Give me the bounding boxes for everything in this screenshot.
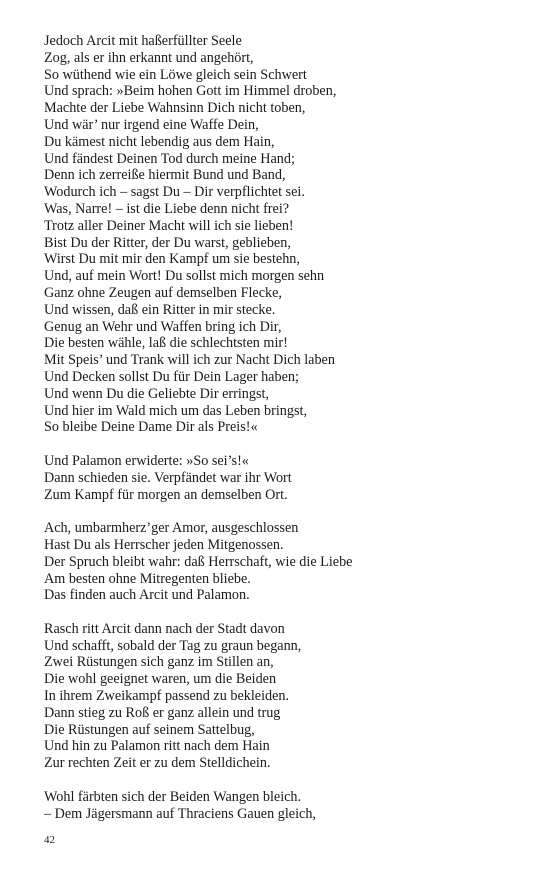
stanza-4 — [44, 621, 514, 772]
verse-line: Dann schieden sie. Verpfändet war ihr Wort — [44, 469, 292, 486]
verse-line: Jedoch Arcit mit haßerfüllter Seele — [44, 33, 242, 49]
verse-line: Hast Du als Herrscher jeden Mitgenossen. — [44, 536, 284, 553]
stanza-3 — [44, 520, 514, 604]
stanza-5 — [44, 789, 514, 823]
verse-line: In ihrem Zweikampf passend zu bekleiden. — [44, 688, 290, 705]
verse-line: Genug an Wehr und Waffen bring ich Dir, — [44, 318, 282, 335]
poem-text — [44, 33, 514, 839]
verse-line: Dann stieg zu Roß er ganz allein und trug — [44, 704, 281, 721]
verse-line: Wohl färbten sich der Beiden Wangen bleich. — [44, 788, 302, 805]
verse-line: Die Rüstungen auf seinem Sattelbug, — [44, 721, 255, 738]
verse-line: Machte der Liebe Wahnsinn Dich nicht toben, — [44, 100, 306, 117]
stanza-2 — [44, 453, 514, 503]
verse-line: Wirst Du mit mir den Kampf um sie bestehn, — [44, 251, 300, 268]
verse-line: – Dem Jägersmann auf Thraciens Gauen gleich, — [44, 805, 316, 822]
verse-line: Die wohl geeignet waren, um die Beiden — [44, 671, 277, 688]
verse-line: Und, auf mein Wort! Du sollst mich morgen sehn — [44, 268, 325, 285]
verse-line: Und hin zu Palamon ritt nach dem Hain — [44, 738, 270, 755]
verse-line: Und wissen, daß ein Ritter in mir stecke. — [44, 301, 276, 318]
verse-line: Zur rechten Zeit er zu dem Stelldichein. — [44, 755, 271, 772]
verse-line: Die besten wähle, laß die schlechtsten mir! — [44, 335, 288, 352]
verse-line: Ach, umbarmherz’ger Amor, ausgeschlossen — [44, 520, 299, 537]
verse-line: Und fändest Deinen Tod durch meine Hand; — [44, 150, 295, 167]
verse-line: Zwei Rüstungen sich ganz im Stillen an, — [44, 654, 274, 671]
verse-line: Zum Kampf für morgen an demselben Ort. — [44, 486, 288, 503]
stanza-1 — [44, 33, 514, 436]
page-number: 42 — [44, 834, 55, 846]
verse-line: So bleibe Deine Dame Dir als Preis!« — [44, 419, 258, 436]
verse-line: Und wenn Du die Geliebte Dir erringst, — [44, 385, 269, 402]
verse-line: So wüthend wie ein Löwe gleich sein Schwert — [44, 66, 307, 83]
verse-line: Du kämest nicht lebendig aus dem Hain, — [44, 133, 275, 150]
verse-line: Und Decken sollst Du für Dein Lager haben; — [44, 368, 299, 385]
verse-line: Am besten ohne Mitregenten bliebe. — [44, 570, 251, 587]
verse-line: Und sprach: »Beim hohen Gott im Himmel droben, — [44, 83, 337, 100]
verse-line: Das finden auch Arcit und Palamon. — [44, 587, 250, 604]
verse-line: Trotz aller Deiner Macht will ich sie lieben! — [44, 217, 294, 234]
verse-line: Und hier im Wald mich um das Leben bringst, — [44, 402, 307, 419]
verse-line: Und schafft, sobald der Tag zu graun begann, — [44, 637, 302, 654]
verse-line: Bist Du der Ritter, der Du warst, geblieben, — [44, 234, 291, 251]
verse-line: Denn ich zerreiße hiermit Bund und Band, — [44, 167, 286, 184]
verse-line: Und Palamon erwiderte: »So sei’s!« — [44, 452, 249, 469]
verse-line: Und wär’ nur irgend eine Waffe Dein, — [44, 116, 259, 133]
verse-line: Wodurch ich – sagst Du – Dir verpflichtet sei. — [44, 184, 305, 201]
verse-line: Ganz ohne Zeugen auf demselben Flecke, — [44, 284, 282, 301]
verse-line: Rasch ritt Arcit dann nach der Stadt davon — [44, 620, 285, 637]
verse-line: Der Spruch bleibt wahr: daß Herrschaft, wie die Liebe — [44, 553, 353, 570]
verse-line: Mit Speis’ und Trank will ich zur Nacht Dich laben — [44, 352, 335, 369]
verse-line: Was, Narre! – ist die Liebe denn nicht frei? — [44, 200, 290, 217]
verse-line: Zog, als er ihn erkannt und angehört, — [44, 49, 254, 66]
